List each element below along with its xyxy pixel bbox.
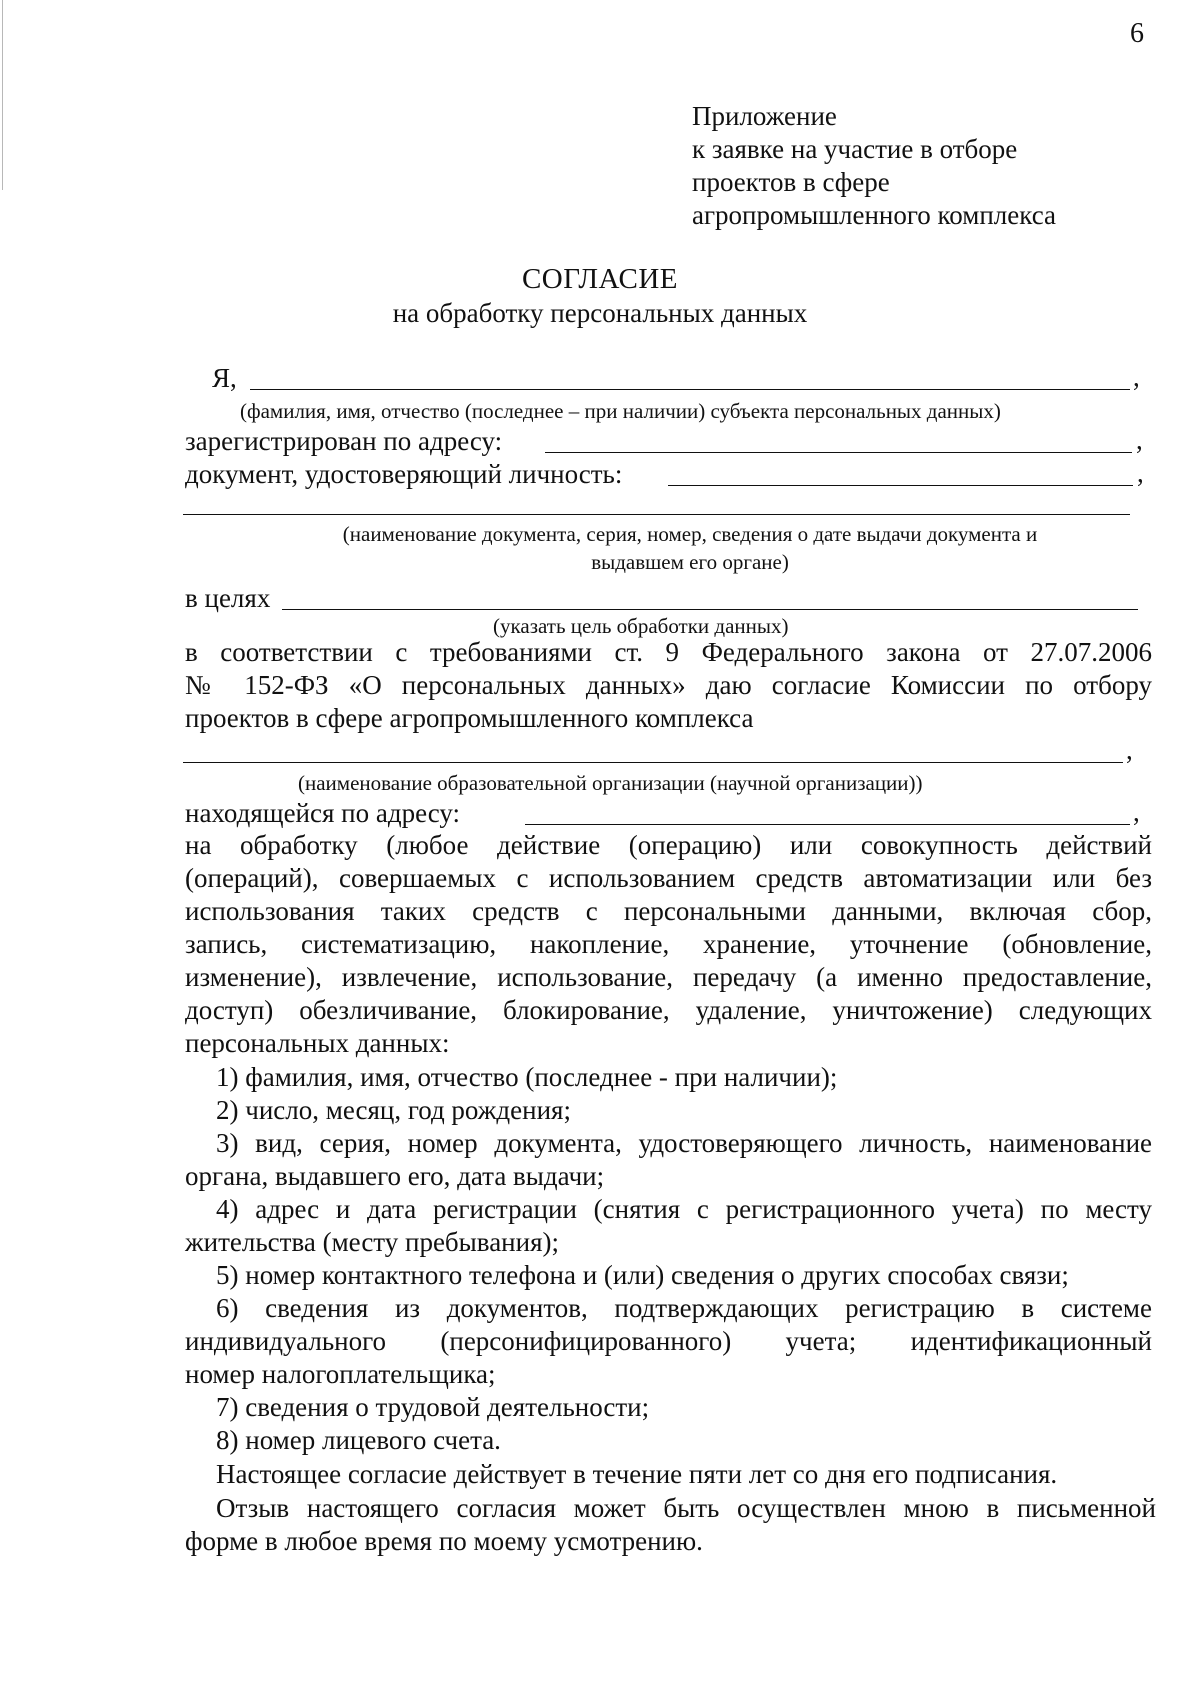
appendix-line: Приложение xyxy=(692,101,837,131)
processing-line xyxy=(185,994,1152,1026)
consent-line xyxy=(185,669,1152,701)
processing-line xyxy=(185,961,1152,993)
document-title: СОГЛАСИЕ xyxy=(521,263,679,295)
comma: , xyxy=(1126,735,1133,765)
organization-field[interactable] xyxy=(183,762,1123,763)
document-caption: (наименование документа, серия, номер, сведения о дате выдачи документа и xyxy=(342,522,1038,546)
processing-text: на обработку (любое действие (операцию) или совокупность действий xyxy=(185,830,1152,860)
appendix-header xyxy=(692,100,1056,232)
list-item-line xyxy=(216,1127,1152,1159)
list-item-continuation: индивидуального (персонифицированного) учета; идентификационный xyxy=(185,1326,1152,1356)
located-label: находящейся по адресу: xyxy=(185,798,461,828)
processing-line xyxy=(185,895,1152,927)
list-item: 4) адрес и дата регистрации (снятия с регистрационного учета) по месту xyxy=(216,1194,1152,1224)
list-item: 7) сведения о трудовой деятельности; xyxy=(216,1392,650,1422)
revocation-text: Отзыв настоящего согласия может быть осуществлен мною в письменной xyxy=(216,1493,1156,1523)
document-field[interactable] xyxy=(668,485,1133,486)
list-item: 1) фамилия, имя, отчество (последнее - при наличии); xyxy=(216,1062,838,1092)
processing-text: (операций), совершаемых с использованием средств автоматизации или без xyxy=(185,863,1152,893)
revocation-line xyxy=(216,1492,1156,1524)
comma: , xyxy=(1137,458,1144,488)
document-subtitle: на обработку персональных данных xyxy=(392,298,808,328)
revocation-text: форме в любое время по моему усмотрению. xyxy=(185,1526,703,1556)
appendix-line: проектов в сфере xyxy=(692,167,890,197)
document-caption: выдавшем его органе) xyxy=(591,550,789,574)
list-item: 3) вид, серия, номер документа, удостоверяющего личность, наименование xyxy=(216,1128,1152,1158)
scan-edge xyxy=(2,0,3,190)
processing-line xyxy=(185,928,1152,960)
appendix-line: агропромышленного комплекса xyxy=(692,200,1056,230)
processing-line xyxy=(185,862,1152,894)
list-item: 2) число, месяц, год рождения; xyxy=(216,1095,571,1125)
list-item-continuation: номер налогоплательщика; xyxy=(185,1359,496,1389)
registered-label: зарегистрирован по адресу: xyxy=(185,426,503,456)
list-item-line xyxy=(216,1292,1152,1324)
list-item: 5) номер контактного телефона и (или) сведения о других способах связи; xyxy=(216,1260,1069,1290)
processing-text: запись, систематизацию, накопление, хранение, уточнение (обновление, xyxy=(185,929,1152,959)
document-label: документ, удостоверяющий личность: xyxy=(185,459,623,489)
processing-text: изменение), извлечение, использование, передачу (а именно предоставление, xyxy=(185,962,1152,992)
consent-text: № 152-ФЗ «О персональных данных» даю согласие Комиссии по отбору xyxy=(185,670,1152,700)
full-name-caption: (фамилия, имя, отчество (последнее – при наличии) субъекта персональных данных) xyxy=(240,399,1001,423)
processing-text: доступ) обезличивание, блокирование, удаление, уничтожение) следующих xyxy=(185,995,1152,1025)
document-details-field[interactable] xyxy=(183,514,1130,515)
list-item: 6) сведения из документов, подтверждающих регистрацию в системе xyxy=(216,1293,1152,1323)
list-item: 8) номер лицевого счета. xyxy=(216,1425,501,1455)
processing-text: использования таких средств с персональными данными, включая сбор, xyxy=(185,896,1152,926)
consent-text: в соответствии с требованиями ст. 9 Федерального закона от 27.07.2006 xyxy=(185,637,1152,667)
registered-address-field[interactable] xyxy=(545,452,1132,453)
comma: , xyxy=(1136,425,1143,455)
comma: , xyxy=(1133,362,1140,392)
organization-address-field[interactable] xyxy=(525,824,1130,825)
organization-caption: (наименование образовательной организации (научной организации)) xyxy=(298,771,923,795)
purpose-label: в целях xyxy=(185,583,271,613)
list-item-continuation: органа, выдавшего его, дата выдачи; xyxy=(185,1161,605,1191)
i-label: Я, xyxy=(212,363,237,393)
list-item-continuation: жительства (месту пребывания); xyxy=(185,1227,559,1257)
full-name-field[interactable] xyxy=(250,389,1130,390)
consent-line xyxy=(185,636,1152,668)
list-item-line xyxy=(185,1325,1152,1357)
purpose-field[interactable] xyxy=(282,609,1138,610)
validity-statement: Настоящее согласие действует в течение пяти лет со дня его подписания. xyxy=(216,1459,1058,1489)
page-number: 6 xyxy=(1130,18,1144,49)
consent-text: проектов в сфере агропромышленного комплекса xyxy=(185,703,754,733)
purpose-caption: (указать цель обработки данных) xyxy=(493,614,789,638)
processing-text: персональных данных: xyxy=(185,1028,450,1058)
comma: , xyxy=(1133,797,1140,827)
appendix-line: к заявке на участие в отборе xyxy=(692,134,1018,164)
processing-line xyxy=(185,829,1152,861)
list-item-line xyxy=(216,1193,1152,1225)
